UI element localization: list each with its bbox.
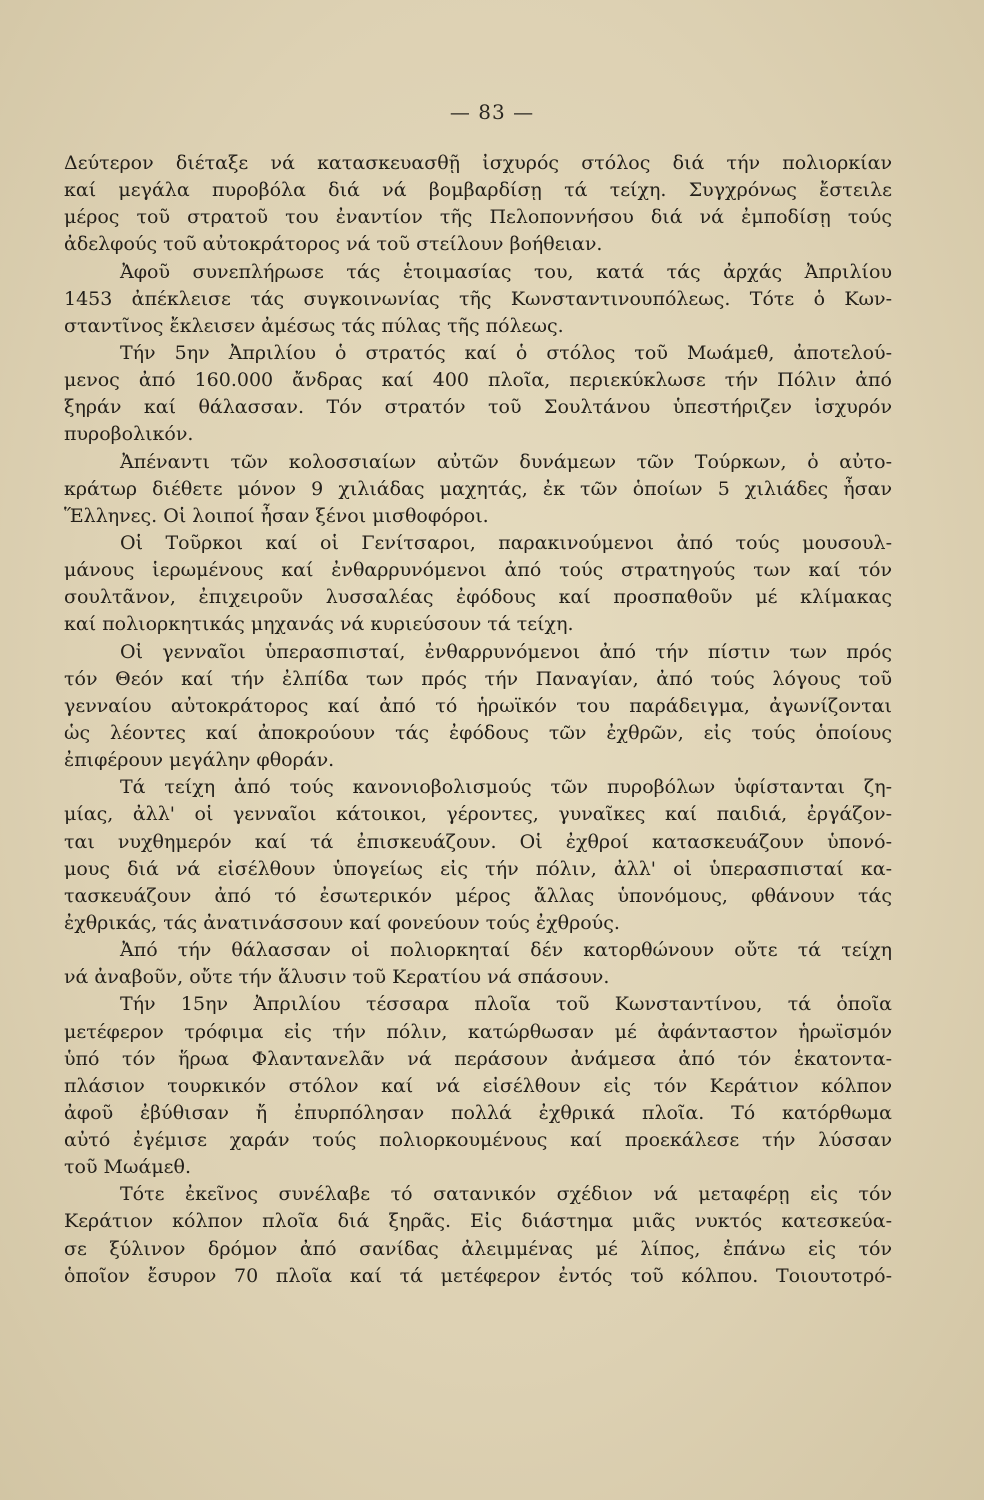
- text-line: σουλτᾶνον, ἐπιχειροῦν λυσσαλέας ἐφόδους καί προσπαθοῦν μέ κλίμακας: [64, 586, 892, 609]
- text-line: μους διά νά εἰσέλθουν ὑπογείως εἰς τήν πόλιν, ἀλλ' οἱ ὑπερασπισταί κα-: [64, 857, 892, 880]
- text-line: σταντῖνος ἔκλεισεν ἀμέσως τάς πύλας τῆς πόλεως.: [64, 314, 564, 337]
- text-line: Ἀπέναντι τῶν κολοσσιαίων αὐτῶν δυνάμεων τῶν Τούρκων, ὁ αὐτο-: [120, 450, 892, 473]
- text-line: Τήν 5ην Ἀπριλίου ὁ στρατός καί ὁ στόλος τοῦ Μωάμεθ, ἀποτελού-: [120, 341, 892, 364]
- page-number: — 83 —: [449, 100, 535, 124]
- text-line: μετέφερον τρόφιμα εἰς τήν πόλιν, κατώρθωσαν μέ ἀφάνταστον ἡρωϊσμόν: [64, 1020, 892, 1043]
- text-line: καί μεγάλα πυροβόλα διά νά βομβαρδίσῃ τά τείχη. Συγχρόνως ἔστειλε: [64, 179, 892, 202]
- text-line: ται νυχθημερόν καί τά ἐπισκευάζουν. Οἱ ἐχθροί κατασκευάζουν ὑπονό-: [64, 830, 892, 853]
- text-line: Οἱ Τοῦρκοι καί οἱ Γενίτσαροι, παρακινούμενοι ἀπό τούς μουσουλ-: [120, 531, 892, 554]
- text-line: Τήν 15ην Ἀπριλίου τέσσαρα πλοῖα τοῦ Κωνσταντίνου, τά ὁποῖα: [120, 993, 892, 1016]
- text-line: νά ἀναβοῦν, οὔτε τήν ἅλυσιν τοῦ Κερατίου νά σπάσουν.: [64, 966, 610, 989]
- text-line: Ἀφοῦ συνεπλήρωσε τάς ἑτοιμασίας του, κατά τάς ἀρχάς Ἀπριλίου: [120, 260, 892, 283]
- text-line: σε ξύλινον δρόμον ἀπό σανίδας ἀλειμμένας μέ λίπος, ἐπάνω εἰς τόν: [64, 1237, 892, 1260]
- text-line: καί πολιορκητικάς μηχανάς νά κυριεύσουν τά τείχη.: [64, 613, 574, 636]
- text-line: ὑπό τόν ἥρωα Φλαντανελᾶν νά περάσουν ἀνάμεσα ἀπό τόν ἑκατοντα-: [64, 1047, 892, 1070]
- text-line: μενος ἀπό 160.000 ἄνδρας καί 400 πλοῖα, περιεκύκλωσε τήν Πόλιν ἀπό: [64, 369, 892, 392]
- text-line: Κεράτιον κόλπον πλοῖα διά ξηρᾶς. Εἰς διάστημα μιᾶς νυκτός κατεσκεύα-: [64, 1210, 892, 1233]
- text-line: μίας, ἀλλ' οἱ γενναῖοι κάτοικοι, γέροντες, γυναῖκες καί παιδιά, ἐργάζον-: [64, 803, 892, 826]
- text-line: Ἀπό τήν θάλασσαν οἱ πολιορκηταί δέν κατορθώνουν οὔτε τά τείχη: [120, 939, 892, 962]
- text-line: μάνους ἱερωμένους καί ἐνθαρρυνόμενοι ἀπό τούς στρατηγούς των καί τόν: [64, 559, 892, 582]
- text-line: τόν Θεόν καί τήν ἐλπίδα των πρός τήν Παναγίαν, ἀπό τούς λόγους τοῦ: [64, 667, 892, 690]
- text-line: Τά τείχη ἀπό τούς κανονιοβολισμούς τῶν πυροβόλων ὑφίστανται ζη-: [120, 776, 892, 799]
- page-text-body: [64, 150, 892, 1290]
- text-line: γενναίου αὐτοκράτορος καί ἀπό τό ἡρωϊκόν του παράδειγμα, ἀγωνίζονται: [64, 694, 892, 717]
- text-line: ἀφοῦ ἐβύθισαν ἤ ἐπυρπόλησαν πολλά ἐχθρικά πλοῖα. Τό κατόρθωμα: [64, 1101, 892, 1124]
- text-line: τασκευάζουν ἀπό τό ἐσωτερικόν μέρος ἄλλας ὑπονόμους, φθάνουν τάς: [64, 884, 892, 907]
- text-line: πυροβολικόν.: [64, 423, 194, 446]
- text-line: αὐτό ἐγέμισε χαράν τούς πολιορκουμένους καί προεκάλεσε τήν λύσσαν: [64, 1129, 892, 1152]
- text-line: Τότε ἐκεῖνος συνέλαβε τό σατανικόν σχέδιον νά μεταφέρῃ εἰς τόν: [120, 1183, 892, 1206]
- text-line: ἐπιφέρουν μεγάλην φθοράν.: [64, 749, 335, 772]
- text-line: τοῦ Μωάμεθ.: [64, 1156, 191, 1179]
- text-line: πλάσιον τουρκικόν στόλον καί νά εἰσέλθουν εἰς τόν Κεράτιον κόλπον: [64, 1074, 892, 1097]
- text-line: 1453 ἀπέκλεισε τάς συγκοινωνίας τῆς Κωνσταντινουπόλεως. Τότε ὁ Κων-: [64, 287, 892, 310]
- text-line: μέρος τοῦ στρατοῦ του ἐναντίον τῆς Πελοποννήσου διά νά ἐμποδίσῃ τούς: [64, 206, 892, 229]
- text-line: Δεύτερον διέταξε νά κατασκευασθῇ ἰσχυρός στόλος διά τήν πολιορκίαν: [64, 152, 892, 174]
- text-line: ἀδελφούς τοῦ αὐτοκράτορος νά τοῦ στείλουν βοήθειαν.: [64, 233, 603, 256]
- text-line: ἐχθρικάς, τάς ἀνατινάσσουν καί φονεύουν τούς ἐχθρούς.: [64, 911, 620, 934]
- text-line: ὡς λέοντες καί ἀποκρούουν τάς ἐφόδους τῶν ἐχθρῶν, εἰς τούς ὁποίους: [64, 721, 892, 744]
- text-line: ξηράν καί θάλασσαν. Τόν στρατόν τοῦ Σουλτάνου ὑπεστήριζεν ἰσχυρόν: [64, 396, 892, 419]
- text-line: Οἱ γενναῖοι ὑπερασπισταί, ἐνθαρρυνόμενοι ἀπό τήν πίστιν των πρός: [120, 640, 892, 663]
- text-line: Ἕλληνες. Οἱ λοιποί ἦσαν ξένοι μισθοφόροι.: [64, 504, 489, 527]
- text-line: κράτωρ διέθετε μόνον 9 χιλιάδας μαχητάς, ἐκ τῶν ὁποίων 5 χιλιάδες ἦσαν: [64, 477, 892, 500]
- text-line: ὁποῖον ἔσυρον 70 πλοῖα καί τά μετέφερον ἐντός τοῦ κόλπου. Τοιουτοτρό-: [64, 1264, 892, 1287]
